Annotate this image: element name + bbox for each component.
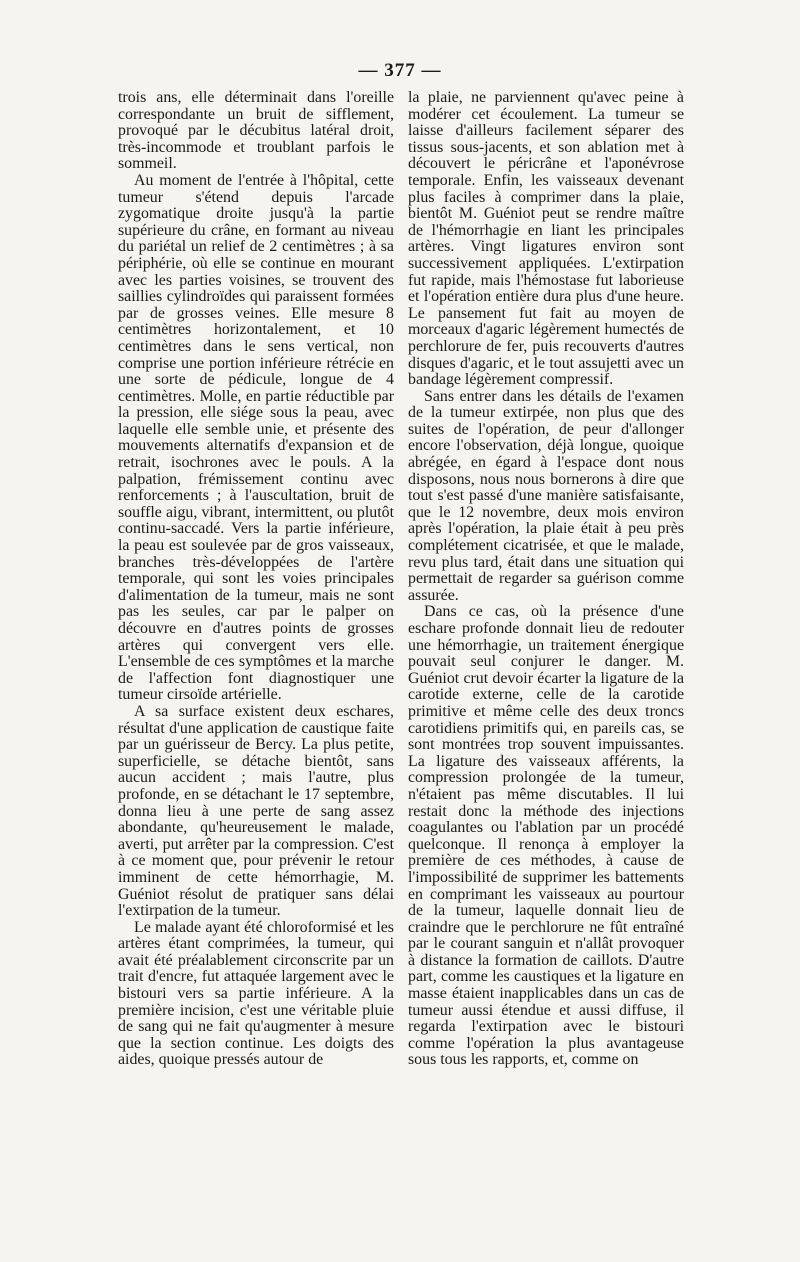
- paragraph: Dans ce cas, où la présence d'une eschare profonde donnait lieu de redouter une hémorrhagie, un traitement énergique pouvait seul conjurer le danger. M. Guéniot crut devoir écarter la ligature de la carotide externe, celle de la carotide primitive et même celle des deux troncs carotidiens primitifs qui, en pareils cas, se sont montrées trop souvent impuissantes. La ligature des vaisseaux afférents, la compression prolongée de la tumeur, n'étaient pas même discutables. Il lui restait donc la méthode des injections coagulantes ou l'ablation par un procédé quelconque. Il renonça à employer la première de ces méthodes, à cause de l'impossibilité de supprimer les battements en comprimant les vaisseaux au pourtour de la tumeur, laquelle donnait lieu de craindre que le perchlorure ne fût entraîné par le courant sanguin et n'allât provoquer à distance la formation de caillots. D'autre part, comme les caustiques et la ligature en masse étaient inapplicables dans un cas de tumeur aussi étendue et aussi diffuse, il regarda l'extirpation avec le bistouri comme l'opération la plus avantageuse sous tous les rapports, et, comme on: [408, 603, 684, 1069]
- paragraph: la plaie, ne parviennent qu'avec peine à modérer cet écoulement. La tumeur se laisse d'ailleurs facilement séparer des tissus sous-jacents, et son ablation met à découvert le péricrâne et l'aponévrose temporale. Enfin, les vaisseaux devenant plus faciles à comprimer dans la plaie, bientôt M. Guéniot peut se rendre maître de l'hémorrhagie en liant les principales artères. Vingt ligatures environ sont successivement appliquées. L'extirpation fut rapide, mais l'hémostase fut laborieuse et l'opération entière dura plus d'une heure. Le pansement fut fait au moyen de morceaux d'agaric légèrement humectés de perchlorure de fer, puis recouverts d'autres disques d'agaric, et le tout assujetti avec un bandage légèrement compressif.: [408, 89, 684, 389]
- left-column: [118, 90, 394, 1069]
- paragraph: Le malade ayant été chloroformisé et les artères étant comprimées, la tumeur, qui avait été préalablement circonscrite par un trait d'encre, fut attaquée largement avec le bistouri vers sa partie inférieure. A la première incision, c'est une véritable pluie de sang qui ne fait qu'augmenter à mesure que la section continue. Les doigts des aides, quoique pressés autour de: [118, 918, 394, 1069]
- right-column: [408, 90, 684, 1069]
- page-number: — 377 —: [358, 60, 442, 81]
- paragraph: Sans entrer dans les détails de l'examen de la tumeur extirpée, non plus que des suites de l'opération, de peur d'allonger encore l'observation, déjà longue, quoique abrégée, en égard à l'espace dont nous disposons, nous nous bornerons à dire que tout s'est passé d'une manière satisfaisante, que le 12 novembre, deux mois environ après l'opération, la plaie était à peu près complétement cicatrisée, et que le malade, revu plus tard, était dans une situation qui permettait de regarder sa guérison comme assurée.: [408, 387, 684, 604]
- paragraph: Au moment de l'entrée à l'hôpital, cette tumeur s'étend depuis l'arcade zygomatique droite jusqu'à la partie supérieure du crâne, en formant au niveau du pariétal un relief de 2 centimètres ; à sa périphérie, où elle se continue en mourant avec les parties voisines, se trouvent des saillies cylindroïdes qui paraissent formées par de grosses veines. Elle mesure 8 centimètres horizontalement, et 10 centimètres dans le sens vertical, non comprise une portion inférieure rétrécie en une sorte de pédicule, longue de 4 centimètres. Molle, en partie réductible par la pression, elle siége sous la peau, avec laquelle elle semble unie, et présente des mouvements alternatifs d'expansion et de retrait, isochrones avec le pouls. A la palpation, frémissement continu avec renforcements ; à l'auscultation, bruit de souffle aigu, vibrant, intermittent, ou plutôt continu-saccadé. Vers la partie inférieure, la peau est soulevée par de gros vaisseaux, branches très-développées de l'artère temporale, qui sont les voies principales d'alimentation de la tumeur, mais ne sont pas les seules, car par le palper on découvre en d'autres points de grosses artères qui convergent vers elle. L'ensemble de ces symptômes et la marche de l'affection font diagnostiquer une tumeur cirsoïde artérielle.: [118, 171, 394, 704]
- paragraph: A sa surface existent deux eschares, résultat d'une application de caustique faite par un guérisseur de Bercy. La plus petite, superficielle, se détache bientôt, sans aucun accident ; mais l'autre, plus profonde, en se détachant le 17 septembre, donna lieu à une perte de sang assez abondante, qu'heureusement le malade, averti, put arrêter par la compression. C'est à ce moment que, pour prévenir le retour imminent de cette hémorrhagie, M. Guéniot résolut de pratiquer sans délai l'extirpation de la tumeur.: [118, 702, 394, 920]
- paragraph: trois ans, elle déterminait dans l'oreille correspondante un bruit de sifflement, provoqué par le décubitus latéral droit, très-incommode et troublant parfois le sommeil.: [118, 89, 394, 173]
